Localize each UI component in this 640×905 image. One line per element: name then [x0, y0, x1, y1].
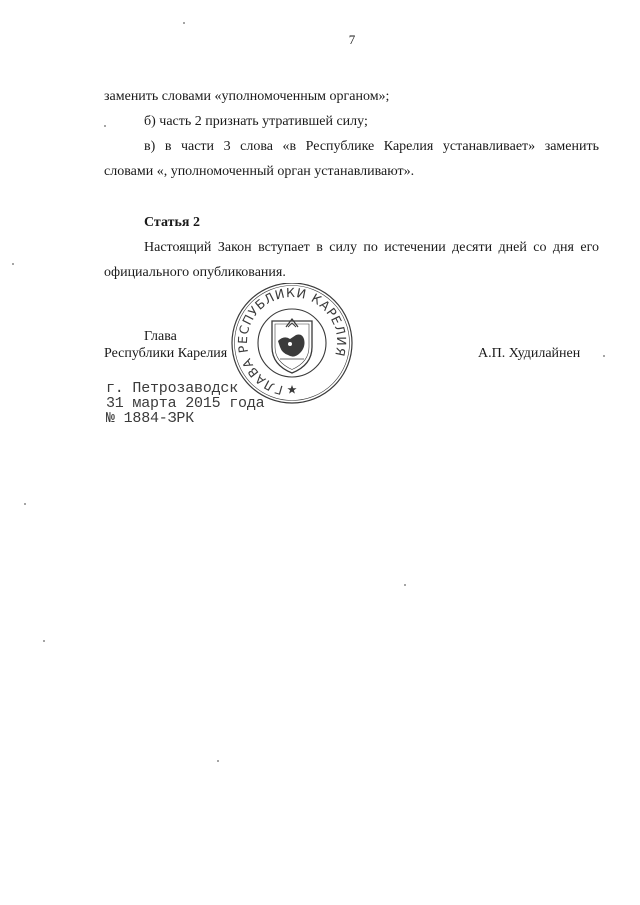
signatory-role-line1: Глава [144, 329, 177, 344]
stamp-city: г. Петрозаводск [106, 380, 239, 397]
scan-speck [12, 263, 14, 265]
page-number: 7 [348, 32, 356, 47]
coat-of-arms-icon [272, 319, 312, 373]
stamp-date: 31 марта 2015 года [106, 395, 265, 412]
scan-speck [183, 22, 185, 24]
item-b: б) часть 2 признать утратившей силу; [144, 114, 368, 129]
scan-speck [603, 355, 605, 357]
signatory-role-line2: Республики Карелия [104, 346, 228, 361]
stamp-number: № 1884-ЗРК [106, 410, 195, 427]
text-line-replace: заменить словами «уполномоченным органом»; [104, 89, 390, 104]
article-line1: Настоящий Закон вступает в силу по истечении десяти дней со дня его [144, 240, 599, 255]
scan-speck [104, 125, 106, 127]
scan-speck [43, 640, 45, 642]
seal-ring-text: ГЛАВА РЕСПУБЛИКИ КАРЕЛИЯ [234, 284, 350, 398]
article-line2: официального опубликования. [104, 265, 286, 280]
item-v-line2: словами «, уполномоченный орган устанавливают». [104, 164, 415, 179]
signatory-name: А.П. Худилайнен [478, 346, 581, 361]
item-v-line1: в) в части 3 слова «в Республике Карелия устанавливает» заменить [144, 139, 599, 154]
scan-speck [217, 760, 219, 762]
article-title: Статья 2 [144, 215, 200, 230]
official-seal-icon [228, 283, 356, 405]
scan-speck [24, 503, 26, 505]
seal-star-icon [287, 385, 296, 394]
scan-speck [404, 584, 406, 586]
